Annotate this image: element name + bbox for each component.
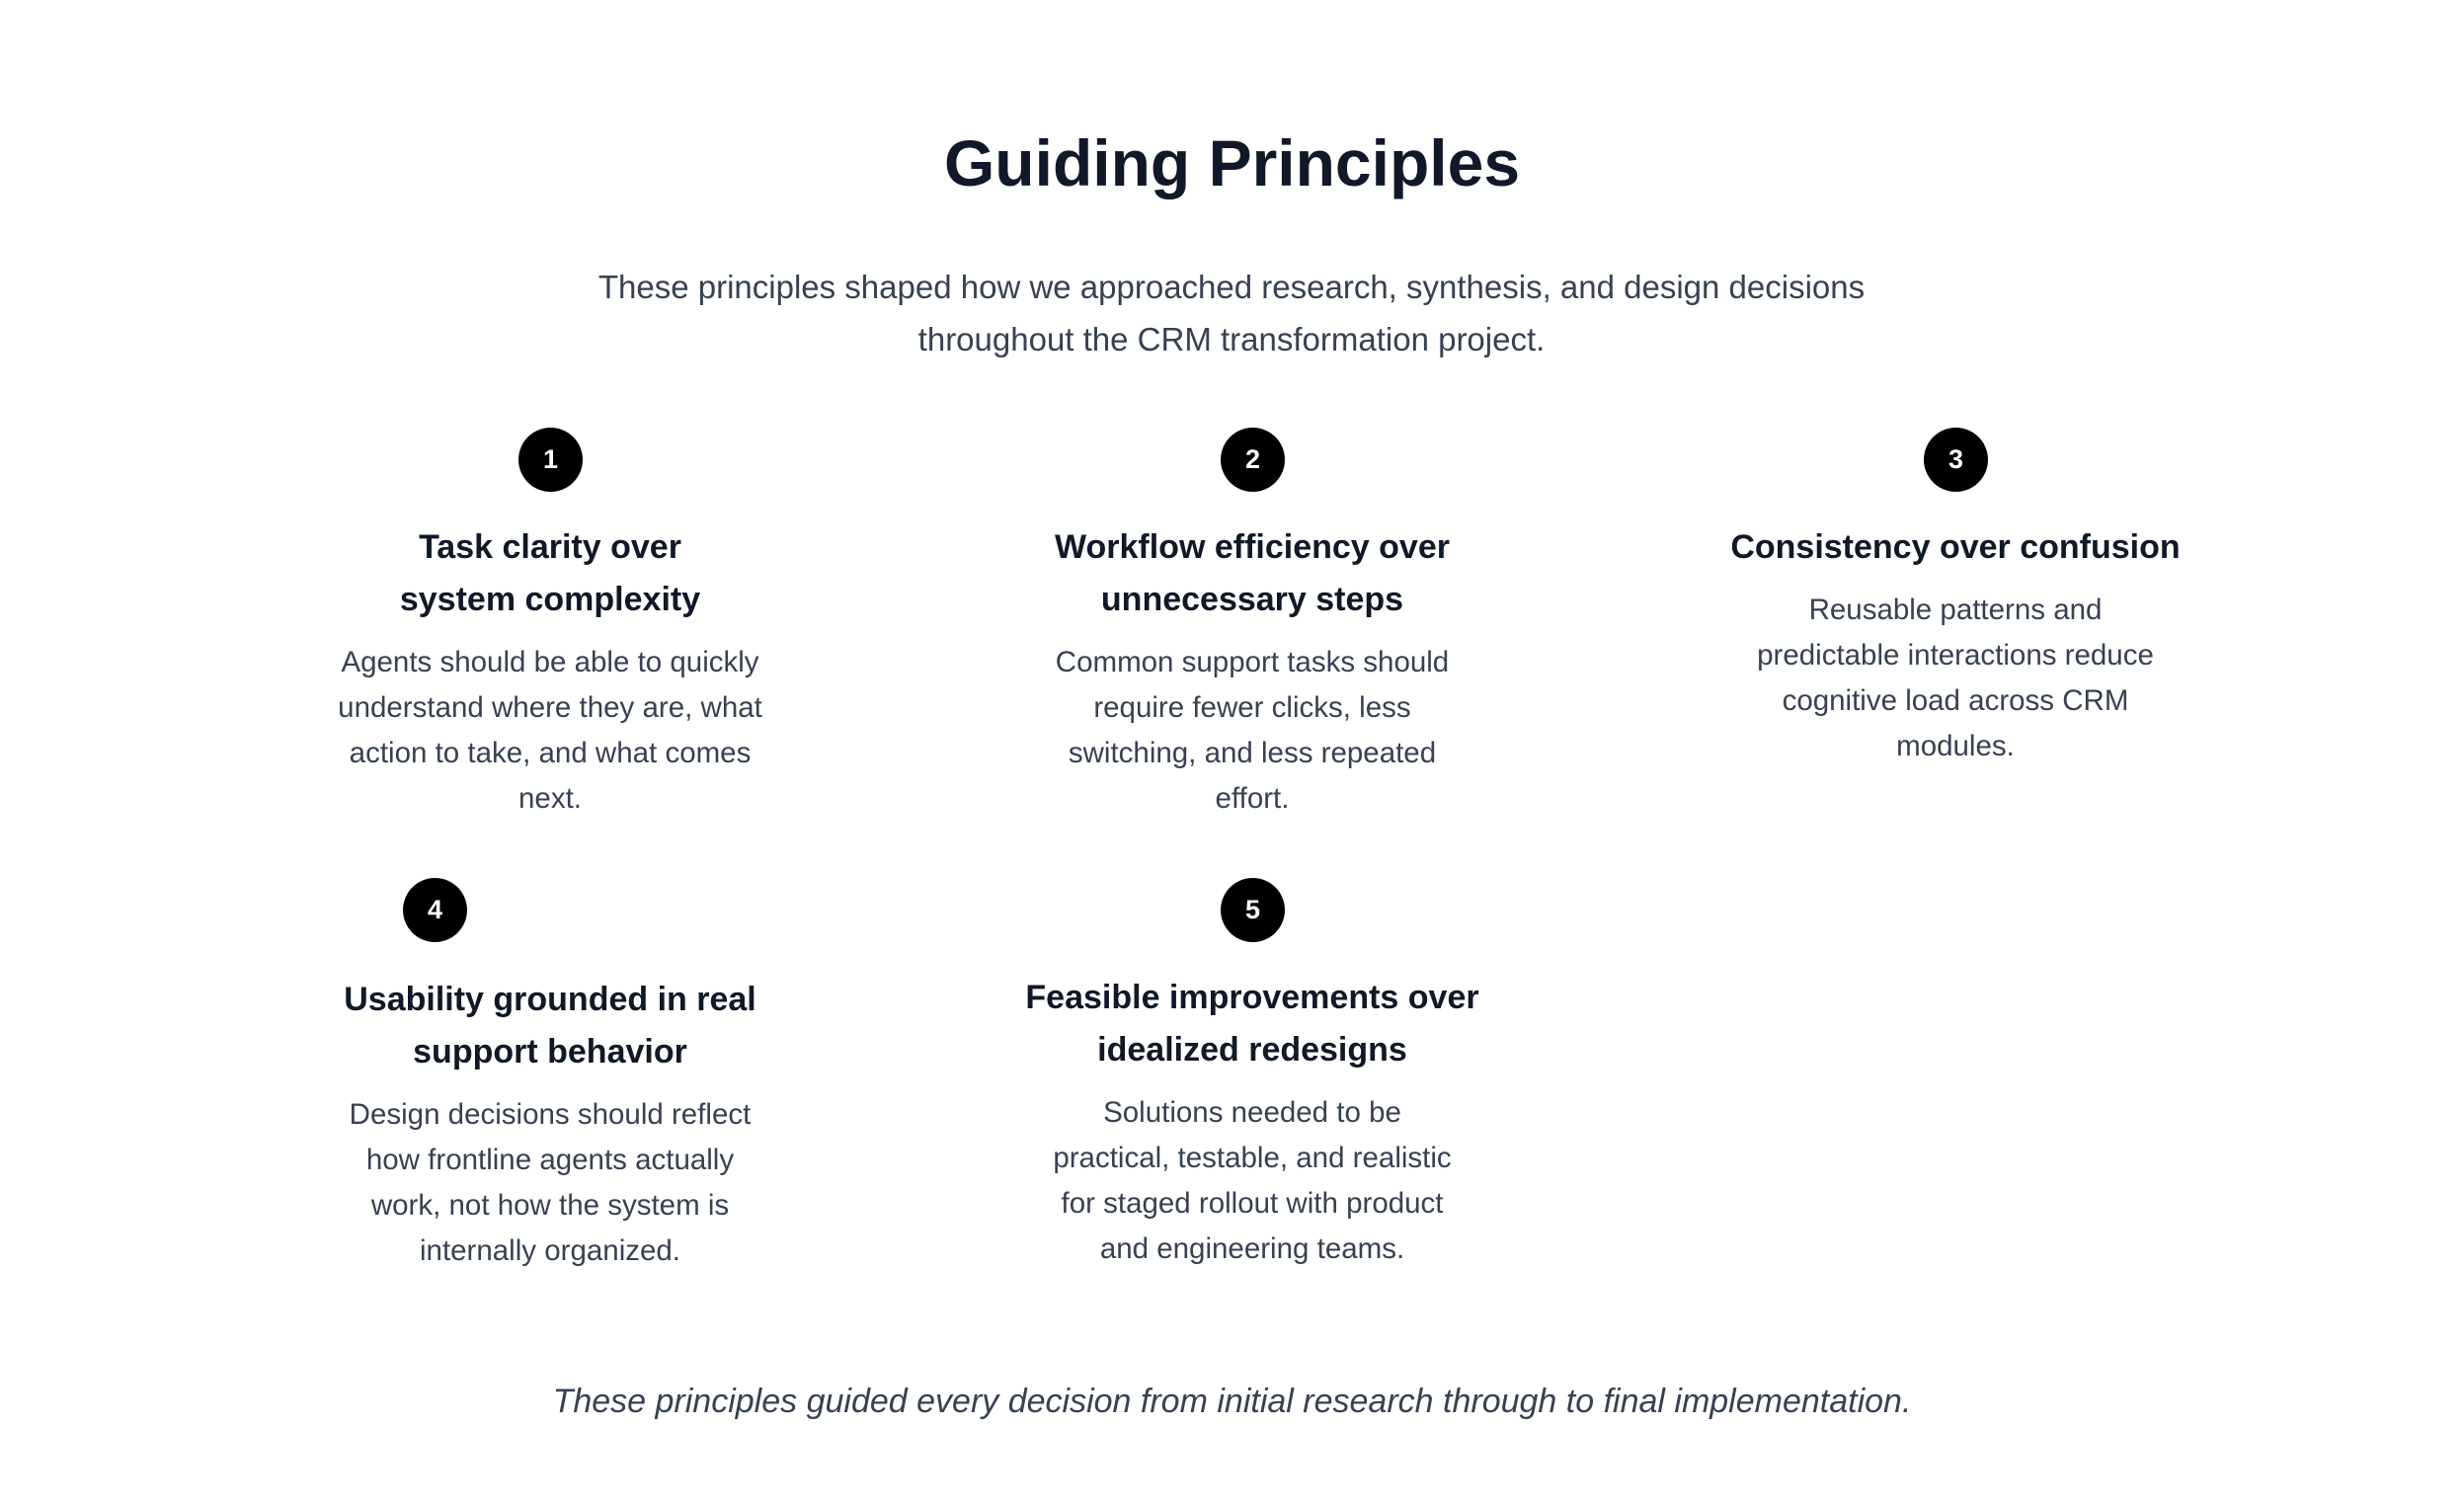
number-badge: 1: [518, 428, 583, 492]
principle-card-5: [976, 878, 1529, 1273]
principle-title: Consistency over confusion: [1730, 528, 2181, 566]
principle-description: Design decisions should reflect how frontline agents actually work, not how the system is internally organized.: [349, 1098, 752, 1267]
intro-paragraph: These principles shaped how we approached research, synthesis, and design decisions throughout the CRM transformation project.: [597, 269, 1866, 357]
principle-title: Usability grounded in real support behavior: [344, 981, 756, 1071]
number-badge: 3: [1924, 428, 1988, 492]
principle-card-4: [274, 878, 827, 1273]
principle-description: Common support tasks should require fewer clicks, less switching, and less repeated effort.: [1055, 646, 1450, 815]
principle-card-2: [976, 428, 1529, 823]
principle-card-1: [274, 428, 827, 823]
number-badge: 2: [1221, 428, 1285, 492]
principle-description: Solutions needed to be practical, testable, and realistic for staged rollout with product and engineering teams.: [1053, 1096, 1452, 1265]
principle-description: Reusable patterns and predictable interactions reduce cognitive load across CRM modules.: [1757, 594, 2154, 762]
principle-title: Workflow efficiency over unnecessary steps: [1055, 528, 1450, 618]
number-badge: 5: [1221, 878, 1285, 942]
number-badge: 4: [403, 878, 467, 942]
principle-title: Task clarity over system complexity: [399, 528, 701, 618]
page-title: Guiding Principles: [943, 126, 1521, 199]
principle-title: Feasible improvements over idealized redesigns: [1025, 979, 1479, 1069]
closing-statement: These principles guided every decision from initial research through to final implementation.: [552, 1383, 1912, 1420]
principle-description: Agents should be able to quickly understand where they are, what action to take, and what comes next.: [338, 646, 762, 815]
principle-card-3: [1679, 428, 2232, 823]
